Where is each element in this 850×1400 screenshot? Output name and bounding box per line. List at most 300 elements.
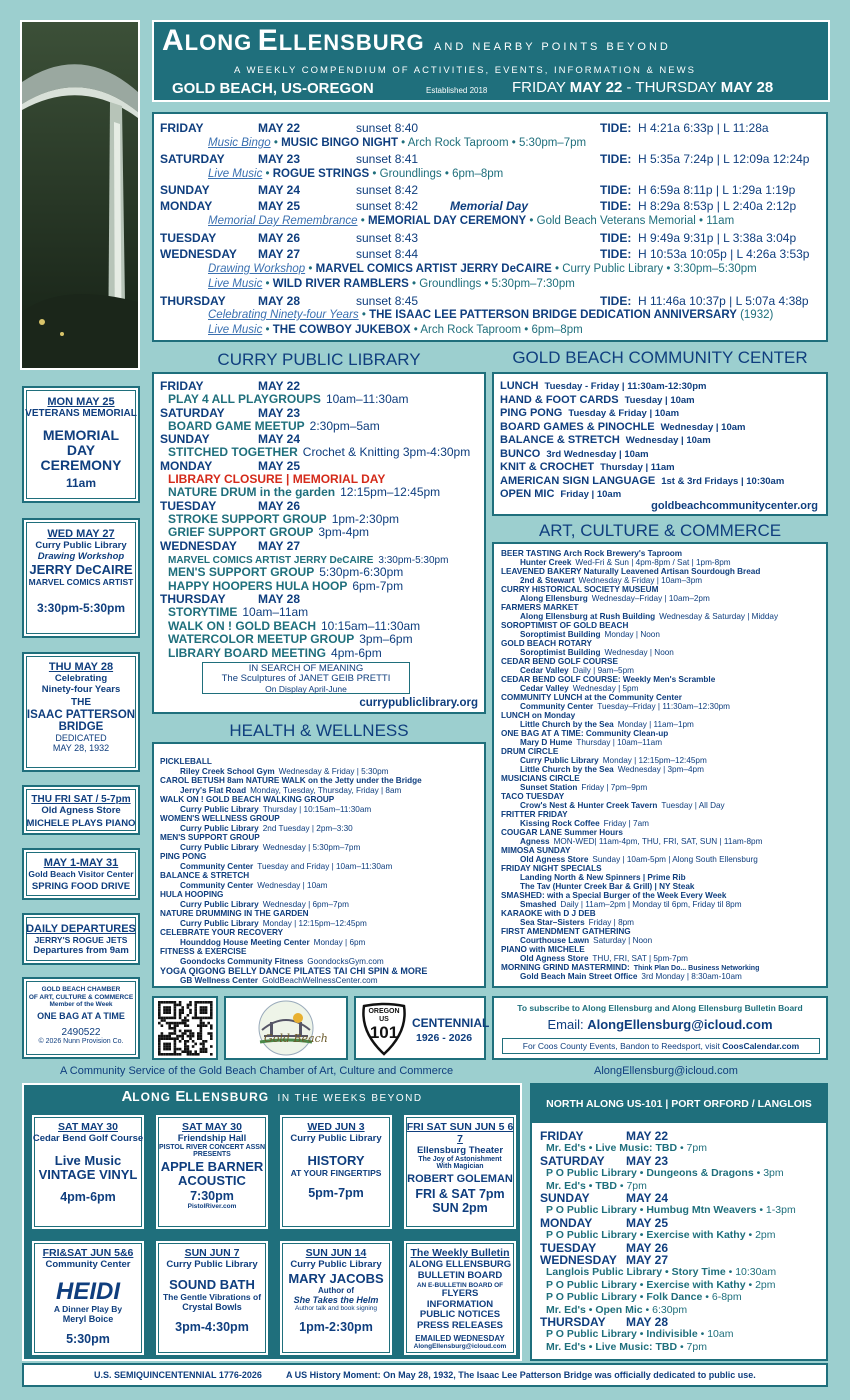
sidebar-line: OF ART, CULTURE & COMMERCE [28,993,134,1001]
listing-line [160,758,212,767]
sidebar-copyright: © 2026 Nunn Provision Co. [38,1037,124,1045]
title-letter-a: A [162,24,185,57]
sidebar-decaire [22,518,140,638]
event-details: • Curry Public Library • 3:30pm–5:30pm [551,263,757,275]
event-category[interactable]: Live Music [208,324,263,336]
sidebar-big: THE [71,697,91,708]
listing-line [180,939,365,948]
event-tile[interactable] [154,1113,270,1231]
listing-detail: Saturday | Noon [593,936,653,945]
listing-detail: Wednesday & Friday | 10am–3pm [578,576,703,585]
tile-headline: APPLE BARNER [160,1159,264,1174]
tile-time: 3pm-4:30pm [175,1320,249,1334]
center-url[interactable]: goldbeachcommunitycenter.org [651,500,818,512]
sidebar-date: THU FRI SAT / 5-7pm [31,794,131,805]
center-activity: BUNCO [500,447,541,460]
library-event [168,485,440,499]
north-date: MAY 24 [626,1191,669,1205]
listing-heading: LEAVENED BAKERY Naturally Leavened Artisan Sourdough Bread [501,567,761,576]
sidebar-food-drive [22,848,140,900]
tile-time: 1pm-2:30pm [299,1320,373,1334]
north-title: NORTH ALONG US-101 | PORT ORFORD / LANGLOIS [532,1085,826,1123]
listing-line [180,920,367,929]
listing-detail: Wednesday | 5:30pm–7pm [262,842,361,852]
listing-heading: FITNESS & EXERCISE [160,947,247,956]
gold-beach-logo [224,996,348,1060]
center-item [500,394,695,406]
listing-heading: PIANO with MICHELE [501,945,585,954]
listing-detail: Wednesday | 10am [257,880,328,890]
sidebar-big: ISAAC PATTERSON [26,709,136,721]
tile-time: FRI & SAT 7pm [415,1187,505,1201]
center-schedule: Tuesday - Friday | 11:30am-12:30pm [544,381,707,392]
sidebar-piano [22,785,140,835]
listing-heading: Agness [520,837,550,846]
tile-note: AlongEllensburg@icloud.com [413,1343,507,1350]
beyond-title-long: LONG [132,1090,171,1104]
north-event-time: • 7pm [677,1340,707,1353]
listing-detail: Friday | 8pm [588,918,634,927]
exhibit-box [202,662,410,694]
event-tile[interactable] [402,1113,518,1231]
sidebar-line: MAY 28, 1932 [52,743,110,753]
event-details: (1932) [736,309,774,321]
listing-detail: Wed-Fri & Sun | 4pm-8pm / Sat | 1pm-8pm [575,558,731,567]
north-date: MAY 25 [626,1215,669,1230]
center-item [500,488,621,500]
schedule-event [208,263,757,275]
listing-heading: Landing North & New Spinners | Prime Rib [520,873,686,882]
shield-number: 101 [369,1023,399,1042]
library-event-name: PLAY 4 ALL PLAYGROUPS [168,392,321,406]
tile-note: A Dinner Play By [53,1304,123,1314]
schedule-date: MAY 26 [258,231,301,245]
tide-label: TIDE: [600,247,632,261]
footer-bar [22,1363,828,1387]
listing-heading: Cedar Valley [520,666,569,675]
library-event-time: 3pm-4pm [318,525,370,539]
library-day: FRIDAY [160,379,204,393]
event-category[interactable]: Drawing Workshop [208,263,306,275]
listing-heading: CELEBRATE YOUR RECOVERY [160,928,284,937]
event-tile[interactable] [278,1113,394,1231]
masthead-established: Established 2018 [426,86,488,95]
beyond-title-e: E [175,1088,186,1105]
north-day: SATURDAY [540,1153,605,1168]
library-event-name: BOARD GAME MEETUP [168,418,305,433]
north-event-name: Mr. Ed's • Open Mic [546,1303,643,1316]
north-day: TUESDAY [540,1240,597,1255]
library-date: MAY 25 [258,458,301,473]
listing-detail: Wednesday | 6pm–7pm [262,899,349,909]
listing-detail: GoondocksGym.com [307,956,384,966]
schedule-event [208,168,503,180]
listing-heading: FRITTER FRIDAY [501,810,568,819]
library-event-name: HAPPY HOOPERS HULA HOOP [168,578,348,593]
title-letter-e: E [257,24,279,57]
listing-line [180,977,378,986]
listing-heading: PING PONG [160,852,207,861]
north-event-time: • 2pm [745,1229,776,1242]
north-day: SUNDAY [540,1191,590,1205]
listing-heading: Curry Public Library [180,899,259,909]
north-day: WEDNESDAY [540,1253,617,1267]
sidebar-date: MAY 1-MAY 31 [43,857,119,869]
tide-values: H 11:46a 10:37p | L 5:07a 4:38p [638,294,809,308]
north-date: MAY 22 [626,1129,669,1143]
tile-headline: ROBERT GOLEMAN [407,1173,513,1185]
schedule-date: MAY 22 [258,121,301,135]
listing-heading: FIRST AMENDMENT GATHERING [501,927,631,936]
north-day: MONDAY [540,1215,593,1230]
beyond-title-a: A [121,1088,133,1105]
north-day-row [540,1154,668,1168]
library-event-name: MEN'S SUPPORT GROUP [168,565,315,579]
email-label: Email: [547,1017,584,1032]
event-name: THE COWBOY JUKEBOX [272,324,411,336]
north-event-time: • 2pm [745,1278,776,1291]
schedule-sunset: sunset 8:41 [356,152,419,166]
tile-headline: PUBLIC NOTICES [419,1309,501,1320]
exhibit-subtitle: The Sculptures of JANET GEIB PRETTI [221,673,391,684]
event-tile[interactable] [278,1239,394,1357]
tile-note: Author of [318,1286,354,1295]
tile-note: PistolRiver.com [187,1203,237,1210]
north-date: MAY 23 [626,1153,669,1168]
schedule-event [208,324,583,336]
event-category[interactable]: Live Music [208,278,263,290]
listing-heading: Goondocks Community Fitness [180,956,304,966]
subscribe-text: To subscribe to Along Ellensburg and Along Ellensburg Bulletin Board [517,1003,803,1013]
center-activity: OPEN MIC [500,488,555,500]
listing-detail: Thursday | 10:15am–11:30am [262,804,372,814]
beyond-title-ll: LLENSBURG [185,1090,270,1104]
tile-time: 5:30pm [66,1332,110,1346]
tide-label: TIDE: [600,183,632,197]
schedule-date: MAY 27 [258,247,301,261]
schedule-date: MAY 24 [258,183,301,197]
listing-detail: GoldBeachWellnessCenter.com [262,975,378,985]
schedule-day-row [160,152,820,167]
schedule-sunset: sunset 8:42 [356,199,419,213]
weeks-beyond-panel [22,1083,522,1361]
library-day: THURSDAY [160,592,226,606]
listing-detail: THU, FRI, SAT | 5pm-7pm [592,954,688,963]
sidebar-line: DEDICATED [55,733,107,743]
listing-heading: WOMEN'S WELLNESS GROUP [160,814,280,823]
listing-detail: 2nd Tuesday | 2pm–3:30 [262,823,353,833]
library-title: CURRY PUBLIC LIBRARY [217,350,421,369]
listing-line [160,796,334,805]
listing-heading: Community Center [180,861,254,871]
listing-line [160,948,246,957]
dates-pre: FRIDAY [512,79,566,96]
schedule-day-row [160,183,820,198]
listing-heading: CAROL BETUSH 8am NATURE WALK on the Jetty under the Bridge [160,776,422,785]
center-item [500,461,675,473]
library-event-time: 10am–11am [242,605,309,619]
event-details: • Gold Beach Veterans Memorial • 11am [526,215,735,227]
library-event-time: 2:30pm–5am [309,418,380,433]
listing-heading: Cedar Valley [520,684,569,693]
listing-detail: Sunday | 10am-5pm | Along South Ellensburg [592,855,758,864]
schedule-day: THURSDAY [160,294,226,308]
listing-heading: SMASHED: with a Special Burger of the Week Every Week [501,891,727,900]
tile-headline: HISTORY [307,1153,365,1168]
community-service-line: A Community Service of the Gold Beach Chamber of Art, Culture and Commerce [60,1065,454,1077]
tile-venue: ALONG ELLENSBURG BULLETIN BOARD [408,1259,512,1281]
dates-end: MAY 28 [720,79,774,96]
listing-line [180,768,389,777]
north-event-time: • 10:30am [725,1266,777,1279]
listing-detail: Tuesday and Friday | 10am–11:30am [257,861,393,871]
health-title: HEALTH & WELLNESS [229,721,409,740]
listing-detail: Wednesday–Friday | 10am–2pm [591,594,710,603]
schedule-event [208,278,575,290]
schedule-holiday: Memorial Day [450,199,529,213]
event-details: • Groundlings • 6pm–8pm [369,168,504,180]
listing-line [180,806,371,815]
listing-line [160,891,223,900]
north-date: MAY 28 [626,1315,669,1329]
listing-heading: WALK ON ! GOLD BEACH WALKING GROUP [160,795,335,804]
event-category[interactable]: Live Music [208,168,263,180]
listing-heading: CURRY HISTORICAL SOCIETY MUSEUM [501,585,659,594]
north-event-name: P O Public Library • Dungeons & Dragons [546,1167,754,1180]
event-tile[interactable] [154,1239,270,1357]
listing-line [180,844,360,853]
north-event [546,1304,687,1316]
sidebar-number: 2490522 [61,1026,101,1038]
listing-heading: LUNCH on Monday [501,711,576,720]
listing-heading: BEER TASTING Arch Rock Brewery's Taproom [501,549,683,558]
sidebar-line: MARVEL COMICS ARTIST [28,577,134,587]
north-event [546,1341,707,1353]
tile-headline: ACOUSTIC [178,1173,246,1188]
library-event-name: MARVEL COMICS ARTIST JERRY DeCAIRE [168,554,374,566]
listing-detail: Wednesday | 5pm [572,684,639,693]
event-category[interactable]: Memorial Day Remembrance [208,215,358,227]
schedule-day-row [160,294,820,309]
exhibit-dates: On Display April-June [265,684,347,694]
library-event [168,632,413,646]
event-tile[interactable] [30,1113,146,1231]
tile-date: FRI SAT SUN JUN 5 6 7 [406,1121,514,1145]
sidebar-member [22,977,140,1059]
schedule-day-row [160,231,820,246]
library-panel [152,372,486,714]
north-event-name: Mr. Ed's • TBD [546,1179,617,1192]
tile-time: SUN 2pm [432,1201,488,1215]
sidebar-line: Member of the Week [49,1001,113,1008]
north-event-time: • 10am [697,1328,734,1341]
listing-detail: Wednesday & Friday | 5:30pm [278,766,389,776]
north-day-row [540,1253,668,1267]
center-activity: BOARD GAMES & PINOCHLE [500,420,655,433]
center-item [500,380,706,392]
tide-label: TIDE: [600,294,632,308]
library-event-time: 1pm-2:30pm [331,511,400,526]
north-event-name: Mr. Ed's • Live Music: TBD [546,1142,678,1155]
event-sep: • [262,324,273,336]
library-event [168,392,408,406]
tide-values: H 5:35a 7:24p | L 12:09a 12:24p [638,152,810,166]
listing-line [180,958,384,967]
tide-values: H 6:59a 8:11p | L 1:29a 1:19p [638,183,796,197]
north-date: MAY 27 [626,1253,669,1267]
library-day: SUNDAY [160,432,210,446]
north-event-time: • 3pm [753,1167,784,1180]
schedule-day: WEDNESDAY [160,247,237,261]
library-event-name: STROKE SUPPORT GROUP [168,511,327,526]
schedule-event [208,215,734,227]
listing-detail: Wednesday & Saturday | Midday [659,612,779,621]
listing-heading: Curry Public Library [180,842,259,852]
listing-heading: TACO TUESDAY [501,792,565,801]
event-details: • Groundlings • 5:30pm–7:30pm [408,278,575,290]
listing-heading: Curry Public Library [180,918,259,928]
center-schedule: 3rd Wednesday | 10am [546,448,649,460]
tile-venue: Curry Public Library [166,1259,258,1270]
library-event-name: WALK ON ! GOLD BEACH [168,618,316,633]
library-url[interactable]: currypubliclibrary.org [359,697,478,709]
center-activity: KNIT & CROCHET [500,461,595,473]
center-item [500,448,649,460]
listing-heading: The Tav (Hunter Creek Bar & Grill) | NY Steak [520,882,695,891]
event-category[interactable]: Celebrating Ninety-four Years [208,309,359,321]
tide-label: TIDE: [600,152,632,166]
listing-line [160,815,280,824]
tile-note: With Magician [436,1163,484,1170]
library-day-row [160,379,300,393]
beyond-title-rest: IN THE WEEKS BEYOND [277,1093,423,1104]
center-activity: AMERICAN SIGN LANGUAGE [500,474,656,487]
shield-top: OREGON [368,1008,400,1015]
library-event-time: Crochet & Knitting 3pm-4:30pm [302,445,471,459]
north-event-time: • 1-3pm [756,1204,796,1217]
art-culture-panel [492,542,828,988]
event-sep: • [305,263,316,275]
listing-detail: Thursday | 10am–11am [576,738,663,747]
north-event [546,1180,647,1192]
library-event-time: 3:30pm-5:30pm [378,554,449,566]
tile-note: Meryl Boice [62,1314,114,1324]
listing-heading: KARAOKE with D J DEB [501,909,596,918]
listing-detail: 3rd Monday | 8:30am-10am [641,972,742,981]
schedule-sunset: sunset 8:43 [356,231,419,245]
listing-heading: MUSICIANS CIRCLE [501,774,580,783]
event-tile[interactable] [30,1239,146,1357]
north-event-time: • 7pm [677,1142,707,1155]
north-event [546,1266,776,1278]
event-details: • Arch Rock Taproom • 5:30pm–7pm [397,137,587,149]
schedule-day: MONDAY [160,199,213,213]
center-item [500,475,784,487]
center-item [500,407,679,419]
title-llensburg: LLENSBURG [278,30,425,55]
community-email[interactable]: AlongEllensburg@icloud.com [594,1065,738,1077]
event-tile[interactable] [402,1239,518,1357]
coos-text: For Coos County Events, Bandon to Reedsport, visit [522,1041,720,1051]
footer-left: U.S. SEMIQUINCENTENNIAL 1776-2026 [94,1370,262,1380]
sidebar-line: Departures from 9am [33,945,129,956]
library-day: MONDAY [160,458,213,473]
art-title: ART, CULTURE & COMMERCE [538,521,782,540]
center-activity: HAND & FOOT CARDS [500,393,619,406]
listing-line [160,910,309,919]
listing-heading: Jerry's Flat Road [180,785,247,795]
listing-line [180,901,349,910]
tide-values: H 10:53a 10:05p | L 4:26a 3:53p [638,247,810,261]
library-day-row [160,432,300,446]
coos-link[interactable]: CoosCalendar.com [722,1041,800,1051]
listing-heading: 2nd & Stewart [520,576,575,585]
sidebar-line: JERRY'S ROGUE JETS [34,935,128,945]
event-category[interactable]: Music Bingo [208,137,271,149]
tile-venue: Curry Public Library [290,1133,382,1144]
library-event [168,619,420,633]
library-event [168,646,382,660]
masthead-subtitle: A WEEKLY COMPENDIUM OF ACTIVITIES, EVENTS, INFORMATION & NEWS [234,65,696,76]
listing-heading: YOGA QIGONG BELLY DANCE PILATES TAI CHI SPIN & MORE [160,966,428,976]
tide-values: H 8:29a 8:53p | L 2:40a 2:12p [638,199,797,213]
library-event [168,445,470,459]
tile-venue: Cedar Bend Golf Course [32,1133,144,1144]
listing-heading: Community Center [520,702,594,711]
qr-code[interactable] [152,996,218,1060]
north-event-name: P O Public Library • Humbug Mtn Weavers [546,1204,757,1217]
listing-heading: MORNING GRIND MASTERMIND: [501,963,630,972]
listing-detail: Monday | 6pm [313,937,366,947]
listing-line [180,882,328,891]
listing-line [520,973,742,982]
tide-values: H 4:21a 6:33p | L 11:28a [638,121,769,135]
tile-note: Author talk and book signing [294,1305,378,1312]
event-sep: • [270,137,282,149]
library-day-row [160,459,300,473]
listing-detail: Monday | 11am–1pm [617,720,694,729]
schedule-day-row [160,121,820,136]
center-item [500,421,745,433]
listing-line [160,872,249,881]
email-link[interactable]: AlongEllensburg@icloud.com [587,1017,773,1032]
title-rest: AND NEARBY POINTS BEYOND [434,41,671,53]
listing-detail: Monday, Tuesday, Thursday, Friday | 8am [250,785,402,795]
weekly-schedule [152,112,828,342]
community-center-panel [492,372,828,516]
tile-venue: Curry Public Library [290,1259,382,1270]
schedule-day: FRIDAY [160,121,204,135]
listing-heading: Old Agness Store [520,855,589,864]
sidebar-line: MICHELE PLAYS PIANO [26,818,136,829]
listing-line [180,787,401,796]
north-event-name: P O Public Library • Exercise with Kathy [546,1229,746,1242]
center-title: GOLD BEACH COMMUNITY CENTER [512,348,808,367]
listing-heading: Along Ellensburg at Rush Building [520,612,656,621]
tile-venue: Community Center [45,1259,131,1270]
subscribe-panel [492,996,828,1060]
listing-heading: MEN'S SUPPORT GROUP [160,833,260,842]
tile-date: WED JUN 3 [307,1121,365,1133]
centennial-years: 1926 - 2026 [416,1032,473,1044]
north-day: FRIDAY [540,1129,584,1143]
listing-heading: Sunset Station [520,783,578,792]
sidebar-line: Curry Public Library [35,540,127,551]
centennial-badge [354,996,490,1060]
event-name: ROGUE STRINGS [272,168,370,180]
listing-line [180,863,392,872]
masthead-title [162,24,671,58]
